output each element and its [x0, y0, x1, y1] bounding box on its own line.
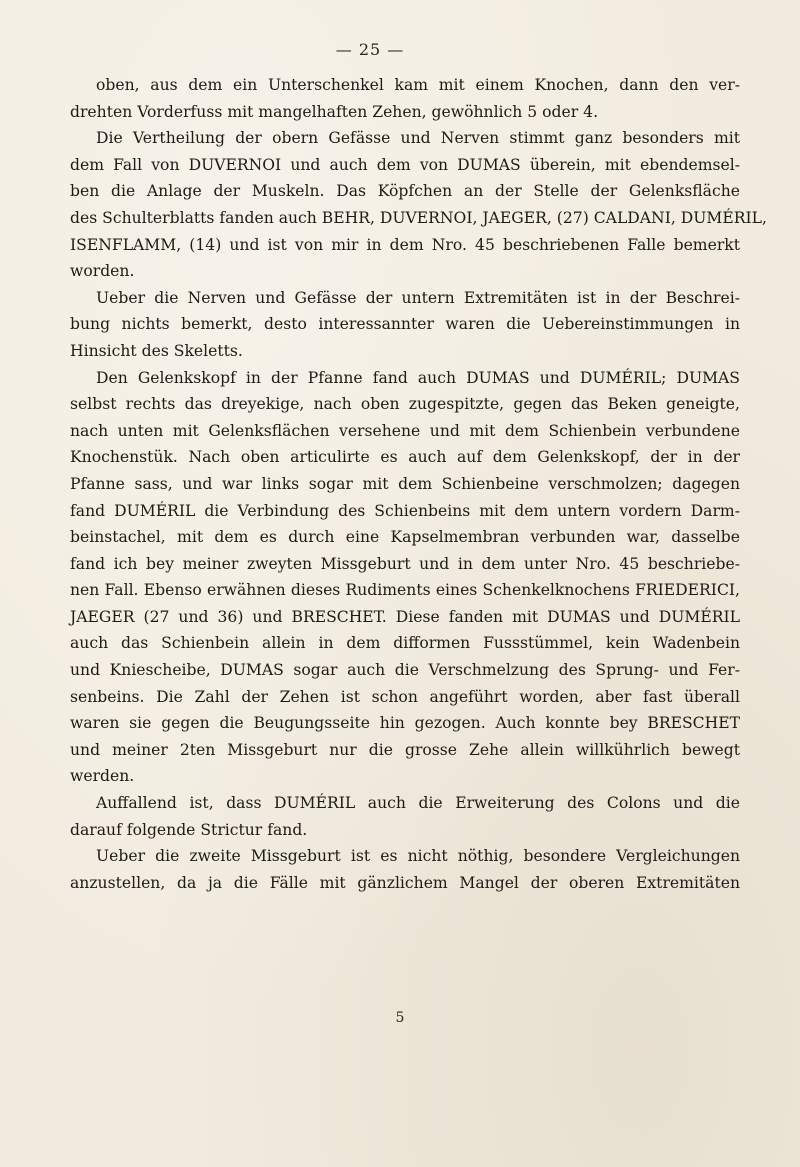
- body-text: [70, 72, 767, 896]
- text-line: anzustellen, da ja die Fälle mit gänzlichem Mangel der oberen Extremitäten: [70, 873, 740, 892]
- paragraph: [70, 843, 740, 896]
- text-line: dem Fall von DUVERNOI und auch dem von DUMAS überein, mit ebendemsel-: [70, 155, 740, 174]
- text-line: Ueber die Nerven und Gefässe der untern Extremitäten ist in der Beschrei-: [96, 288, 740, 307]
- paragraph: [70, 365, 740, 791]
- text-line: auch das Schienbein allein in dem difformen Fussstümmel, kein Wadenbein: [70, 634, 740, 653]
- text-line: darauf folgende Strictur fand.: [70, 820, 308, 839]
- page-number: — 25 —: [335, 40, 405, 59]
- paragraph: [70, 72, 740, 125]
- text-line: beinstachel, mit dem es durch eine Kapselmembran verbunden war, dasselbe: [70, 528, 740, 547]
- text-line: Die Vertheilung der obern Gefässe und Nerven stimmt ganz besonders mit: [96, 129, 740, 148]
- text-line: Den Gelenkskopf in der Pfanne fand auch DUMAS und DUMÉRIL; DUMAS: [96, 368, 740, 387]
- text-line: ben die Anlage der Muskeln. Das Köpfchen an der Stelle der Gelenksfläche: [70, 182, 740, 201]
- paragraph: [70, 125, 767, 285]
- text-line: Auffallend ist, dass DUMÉRIL auch die Erweiterung des Colons und die: [96, 794, 740, 813]
- text-line: oben, aus dem ein Unterschenkel kam mit einem Knochen, dann den ver-: [96, 76, 740, 94]
- text-line: nach unten mit Gelenksflächen versehene und mit dem Schienbein verbundene: [70, 421, 740, 440]
- paragraph: [70, 790, 740, 843]
- text-line: Knochenstük. Nach oben articulirte es auch auf dem Gelenkskopf, der in der: [70, 448, 740, 467]
- text-line: und meiner 2ten Missgeburt nur die grosse Zehe allein willkührlich bewegt: [70, 740, 740, 759]
- paragraph: [70, 285, 740, 365]
- text-line: bung nichts bemerkt, desto interessannter waren die Uebereinstimmungen in: [70, 315, 740, 334]
- text-line: selbst rechts das dreyekige, nach oben zugespitzte, gegen das Beken geneigte,: [70, 395, 740, 414]
- text-line: ISENFLAMM, (14) und ist von mir in dem Nro. 45 beschriebenen Falle bemerkt: [70, 235, 740, 254]
- text-line: worden.: [70, 262, 135, 281]
- text-line: fand ich bey meiner zweyten Missgeburt und in dem unter Nro. 45 beschriebe-: [70, 554, 740, 573]
- text-line: waren sie gegen die Beugungsseite hin gezogen. Auch konnte bey BRESCHET: [70, 714, 740, 733]
- text-line: nen Fall. Ebenso erwähnen dieses Rudiments eines Schenkelknochens FRIEDERICI,: [70, 581, 740, 600]
- text-line: Ueber die zweite Missgeburt ist es nicht nöthig, besondere Vergleichungen: [96, 847, 740, 866]
- text-line: JAEGER (27 und 36) und BRESCHET. Diese fanden mit DUMAS und DUMÉRIL: [70, 607, 740, 626]
- text-line: drehten Vorderfuss mit mangelhaften Zehen, gewöhnlich 5 oder 4.: [70, 102, 599, 121]
- text-line: Pfanne sass, und war links sogar mit dem Schienbeine verschmolzen; dagegen: [70, 474, 740, 493]
- text-line: und Kniescheibe, DUMAS sogar auch die Verschmelzung des Sprung- und Fer-: [70, 661, 740, 680]
- text-line: Hinsicht des Skeletts.: [70, 341, 243, 360]
- text-line: fand DUMÉRIL die Verbindung des Schienbeins mit dem untern vordern Darm-: [70, 501, 740, 520]
- signature-mark: 5: [395, 1010, 405, 1026]
- text-line: senbeins. Die Zahl der Zehen ist schon angeführt worden, aber fast überall: [70, 687, 740, 706]
- text-line: des Schulterblatts fanden auch BEHR, DUVERNOI, JAEGER, (27) CALDANI, DUMÉRIL,: [70, 208, 767, 227]
- text-line: werden.: [70, 767, 135, 786]
